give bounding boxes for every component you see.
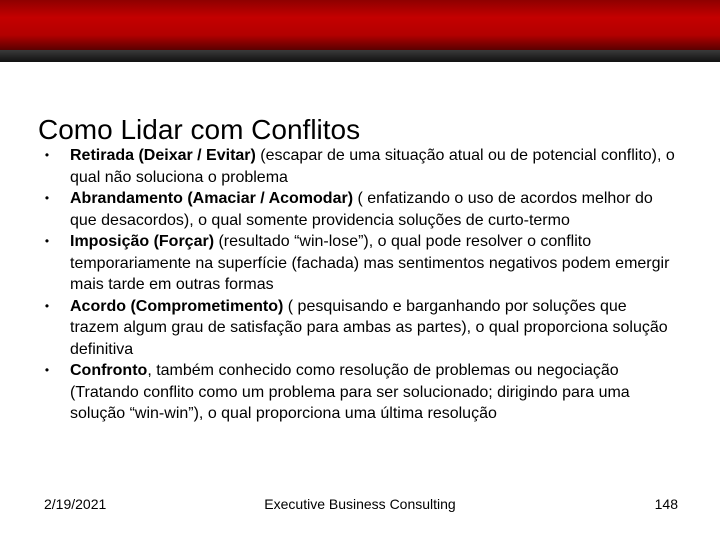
slide-number: 148 [654, 496, 678, 512]
footer-date: 2/19/2021 [44, 496, 107, 512]
bullet-text: , também conhecido como resolução de problemas ou negociação (Tratando conflito como um problema para ser solucionado; dirigindo para uma solução “win-win”), o qual proporciona uma última resolução [70, 362, 630, 422]
bullet-dot-icon: • [44, 234, 50, 248]
bullet-term: Acordo (Comprometimento) [70, 297, 284, 315]
bullet-item-retirada [40, 145, 680, 188]
footer-company: Executive Business Consulting [264, 496, 456, 512]
header-band [0, 0, 720, 50]
bullet-text: (resultado “win-lose”), o qual pode resolver o conflito temporariamente na superfície (fachada) mas sentimentos negativos podem emergir mais tarde em outras formas [70, 233, 670, 293]
bullet-term: Imposição (Forçar) [70, 233, 215, 250]
bullet-text: ( pesquisando e barganhando por soluções que trazem algum grau de satisfação para ambas as partes), o qual proporciona solução definitiva [70, 297, 668, 358]
bullet-term: Retirada (Deixar / Evitar) [70, 147, 256, 164]
slide-title: Como Lidar com Conflitos [38, 113, 361, 145]
bullet-item-abrandamento [40, 188, 680, 231]
bullet-term: Confronto [70, 362, 148, 379]
bullet-dot-icon: • [44, 191, 50, 205]
bullet-item-acordo [40, 296, 680, 361]
bullet-dot-icon: • [44, 363, 50, 377]
bullet-list [40, 145, 680, 425]
header-divider [0, 50, 720, 62]
bullet-text: (escapar de uma situação atual ou de potencial conflito), o qual não soluciona o problema [70, 147, 675, 186]
bullet-dot-icon: • [44, 148, 50, 162]
bullet-text: ( enfatizando o uso de acordos melhor do que desacordos), o qual somente providencia soluções de curto-termo [70, 190, 653, 229]
bullet-term: Abrandamento (Amaciar / Acomodar) [70, 190, 354, 207]
bullet-item-confronto [40, 360, 680, 425]
bullet-item-imposicao [40, 231, 680, 296]
bullet-dot-icon: • [44, 298, 50, 313]
